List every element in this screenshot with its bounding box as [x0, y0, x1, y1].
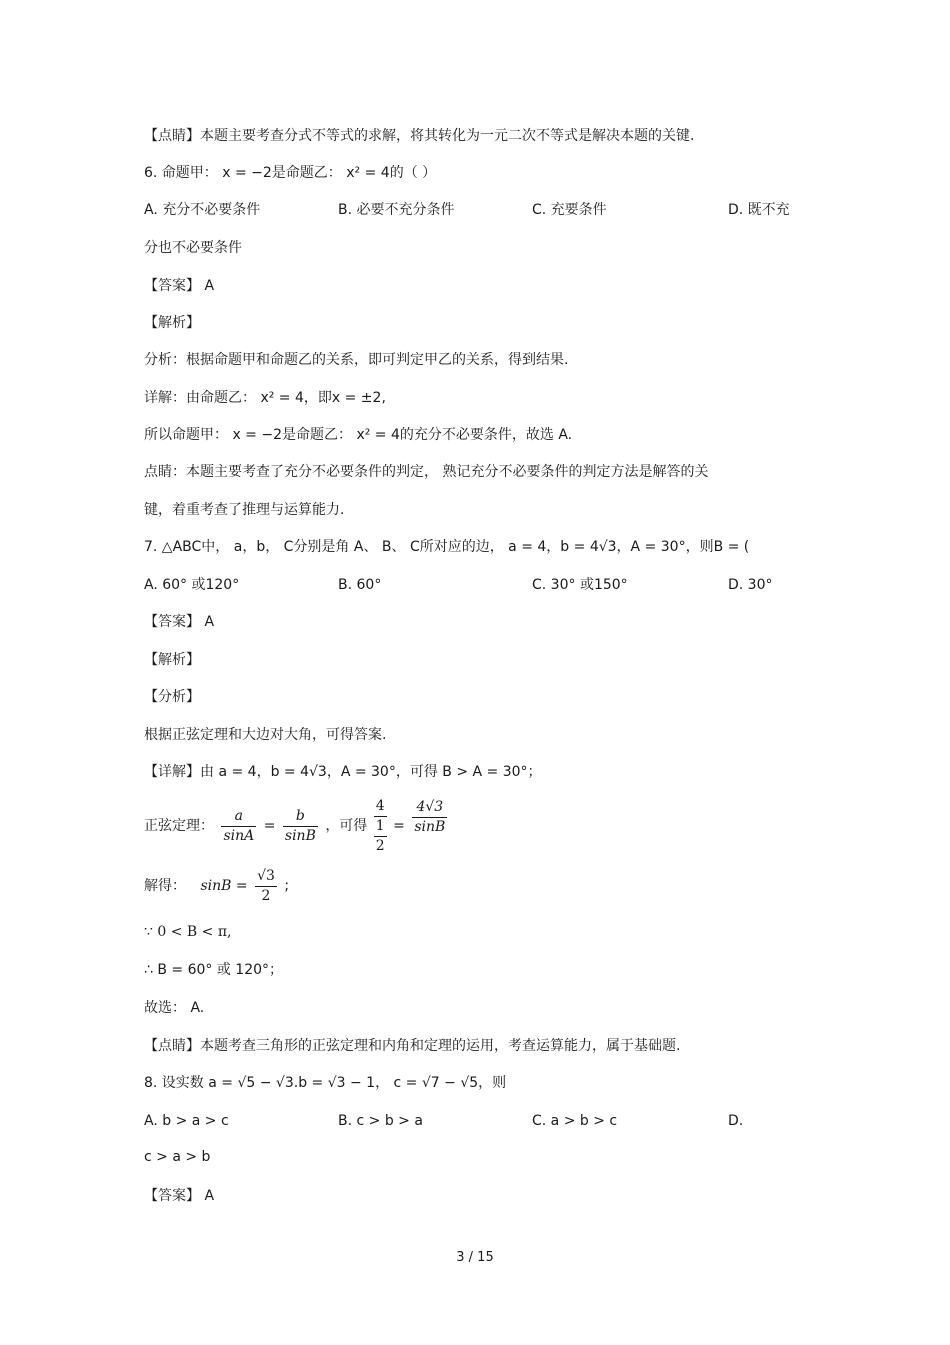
q7-detail: 【详解】由 a = 4，b = 4√3，A = 30°，可得 B > A = 30°；: [144, 764, 542, 780]
fraction-denominator: sinB: [414, 819, 446, 835]
q7-answer: 【答案】 A: [144, 614, 215, 630]
q7-sine-law: [144, 796, 450, 856]
question-7-stem: 7. △ABC中， a，b， C分别是角 A、 B、 C所对应的边， a = 4，b = 4√3，A = 30°，则B = (: [144, 539, 750, 555]
fraction-inner-denominator: 2: [375, 837, 385, 854]
q7-because: ∵ 0 < B < π,: [144, 924, 232, 940]
q6-analysis: 分析：根据命题甲和命题乙的关系，即可判定甲乙的关系，得到结果.: [144, 352, 569, 368]
fraction-denominator: sinA: [223, 827, 255, 844]
solve-label: 解得：: [144, 878, 186, 894]
q7-option-a: A. 60° 或120°: [144, 577, 240, 593]
fraction-4-over-half: [374, 797, 387, 856]
q7-analysis-heading: 【解析】: [144, 652, 200, 668]
sine-law-connector: ，可得: [325, 818, 368, 834]
fraction-denominator: sinB: [284, 827, 316, 844]
fraction-4root3-over-sinB: [412, 798, 447, 837]
q8-option-b: B. c > b > a: [338, 1113, 423, 1129]
solve-end: ;: [284, 878, 290, 894]
q7-remark: 【点睛】本题考查三角形的正弦定理和内角和定理的运用，考查运算能力，属于基础题.: [144, 1038, 681, 1054]
question-6-stem: 6. 命题甲： x = −2是命题乙： x² = 4的（ ）: [144, 165, 437, 181]
equals-sign: =: [263, 818, 276, 834]
q8-option-c: C. a > b > c: [532, 1113, 618, 1129]
q6-remark-1: 点睛：本题主要考查了充分不必要条件的判定， 熟记充分不必要条件的判定方法是解答的关: [144, 464, 709, 480]
q6-detail: 详解：由命题乙： x² = 4，即x = ±2,: [144, 390, 386, 406]
q8-option-d: D.: [728, 1113, 744, 1129]
q7-fenxi-heading: 【分析】: [144, 689, 200, 705]
q7-option-d: D. 30°: [728, 577, 773, 593]
q6-option-d-continued: 分也不必要条件: [144, 240, 242, 256]
q6-option-b: B. 必要不充分条件: [338, 202, 455, 218]
q6-option-d: D. 既不充: [728, 202, 790, 218]
fraction-a-over-sinA: [221, 807, 256, 846]
fraction-b-over-sinB: [283, 807, 318, 846]
q7-fenxi-body: 根据正弦定理和大边对大角，可得答案.: [144, 727, 387, 743]
q6-analysis-heading: 【解析】: [144, 315, 200, 331]
q7-option-c: C. 30° 或150°: [532, 577, 628, 593]
remark-line: 【点睛】本题主要考查分式不等式的求解，将其转化为一元二次不等式是解决本题的关键.: [144, 128, 695, 144]
q7-therefore: ∴ B = 60° 或 120°；: [144, 962, 284, 978]
equals-sign: =: [393, 818, 405, 834]
q8-option-d-continued: c > a > b: [144, 1149, 211, 1165]
fraction-numerator: a: [221, 807, 256, 827]
sine-law-label: 正弦定理：: [144, 818, 214, 834]
q6-option-a: A. 充分不必要条件: [144, 202, 261, 218]
sinB-lhs: sinB =: [200, 878, 248, 894]
page-number: 3 / 15: [456, 1250, 494, 1265]
q7-choose: 故选： A.: [144, 1000, 205, 1016]
q7-solve: [144, 866, 289, 908]
q6-conclusion: 所以命题甲： x = −2是命题乙： x² = 4的充分不必要条件，故选 A.: [144, 427, 573, 443]
q7-option-b: B. 60°: [338, 577, 382, 593]
q6-remark-2: 键，着重考查了推理与运算能力.: [144, 502, 345, 518]
fraction-root3-over-2: [255, 867, 277, 906]
fraction-numerator: 4√3: [412, 798, 447, 818]
q8-answer: 【答案】 A: [144, 1188, 215, 1204]
question-8-stem: 8. 设实数 a = √5 − √3.b = √3 − 1， c = √7 − √5，则: [144, 1075, 507, 1091]
q6-answer: 【答案】 A: [144, 278, 215, 294]
q8-option-a: A. b > a > c: [144, 1113, 229, 1129]
fraction-denominator: 2: [261, 887, 271, 904]
q6-option-c: C. 充要条件: [532, 202, 607, 218]
fraction-numerator: 4: [374, 797, 387, 817]
fraction-inner-numerator: 1: [374, 817, 387, 837]
fraction-numerator: √3: [255, 867, 277, 887]
fraction-numerator: b: [283, 807, 318, 827]
